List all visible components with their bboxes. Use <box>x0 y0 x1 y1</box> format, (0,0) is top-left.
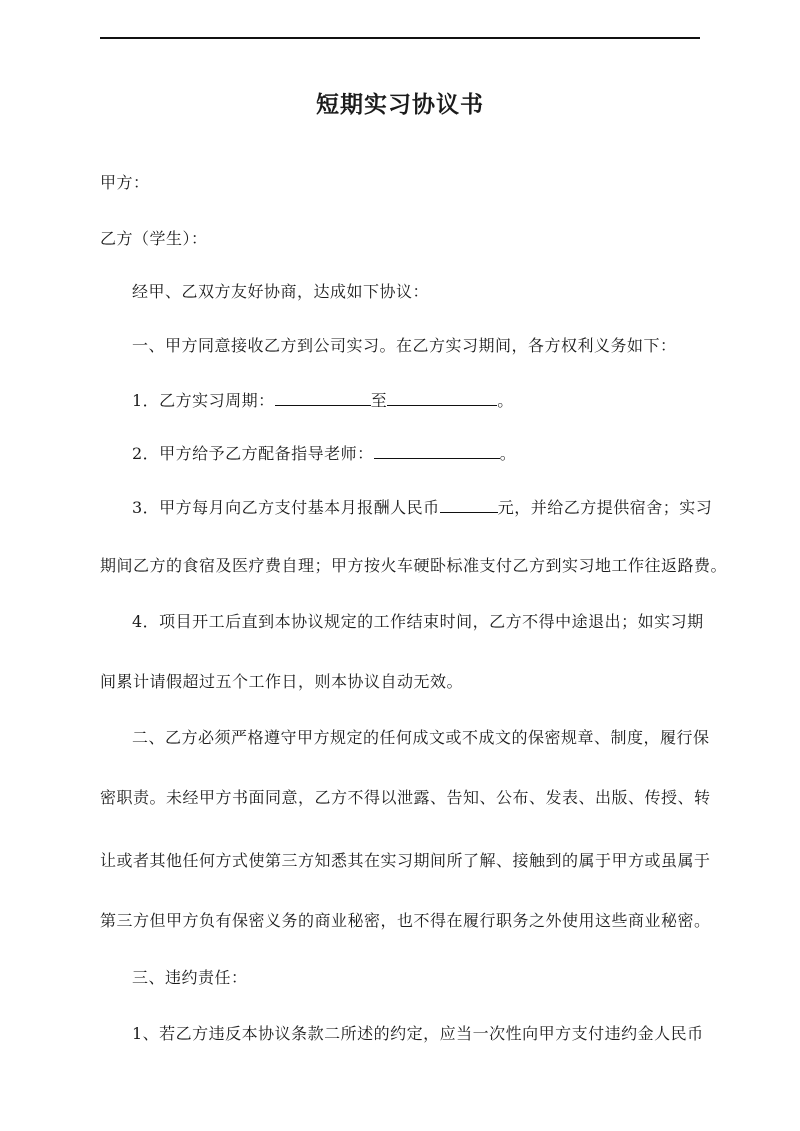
item-1-middle: 至 <box>370 391 388 410</box>
header-rule <box>100 37 700 39</box>
item-1-internship-period <box>132 389 700 411</box>
item-2-suffix: 。 <box>499 444 517 463</box>
item-3-prefix: 3．甲方每月向乙方支付基本月报酬人民币 <box>132 498 440 517</box>
intro-text: 经甲、乙双方友好协商，达成如下协议： <box>132 282 430 301</box>
period-start-blank <box>275 389 371 406</box>
party-b-label: 乙方（学生）： <box>100 229 208 248</box>
section-1-heading: 一、甲方同意接收乙方到公司实习。在乙方实习期间，各方权利义务如下： <box>132 336 677 355</box>
section-2-line-2: 密职责。未经甲方书面同意，乙方不得以泄露、告知、公布、发表、出版、传授、转 <box>100 788 711 807</box>
item-1-suffix: 。 <box>497 391 514 410</box>
party-a-label: 甲方： <box>100 173 150 192</box>
item-4-line-1: 4．项目开工后直到本协议规定的工作结束时间，乙方不得中途退出；如实习期 <box>132 612 704 631</box>
item-3-line-2: 期间乙方的食宿及医疗费自理；甲方按火车硬卧标准支付乙方到实习地工作往返路费。 <box>100 556 728 575</box>
section-3-item-1: 1、若乙方违反本协议条款二所述的约定，应当一次性向甲方支付违约金人民币 <box>132 1024 704 1043</box>
item-3-line-1 <box>132 496 713 518</box>
section-2-line-4: 第三方但甲方负有保密义务的商业秘密，也不得在履行职务之外使用这些商业秘密。 <box>100 911 711 930</box>
item-4-line-2: 间累计请假超过五个工作日，则本协议自动无效。 <box>100 672 464 691</box>
section-2-line-3: 让或者其他任何方式使第三方知悉其在实习期间所了解、接触到的属于甲方或虽属于 <box>100 851 711 870</box>
section-3-heading: 三、违约责任： <box>132 968 248 987</box>
item-2-supervisor <box>132 442 700 464</box>
salary-blank <box>440 496 498 513</box>
section-2-line-1: 二、乙方必须严格遵守甲方规定的任何成文或不成文的保密规章、制度，履行保 <box>132 728 710 747</box>
document-title: 短期实习协议书 <box>316 92 484 118</box>
item-1-prefix: 1．乙方实习周期： <box>132 391 275 410</box>
item-2-prefix: 2．甲方给予乙方配备指导老师： <box>132 444 374 463</box>
item-3-suffix: 元，并给乙方提供宿舍；实习 <box>497 498 713 517</box>
supervisor-blank <box>374 442 500 459</box>
period-end-blank <box>387 389 497 406</box>
